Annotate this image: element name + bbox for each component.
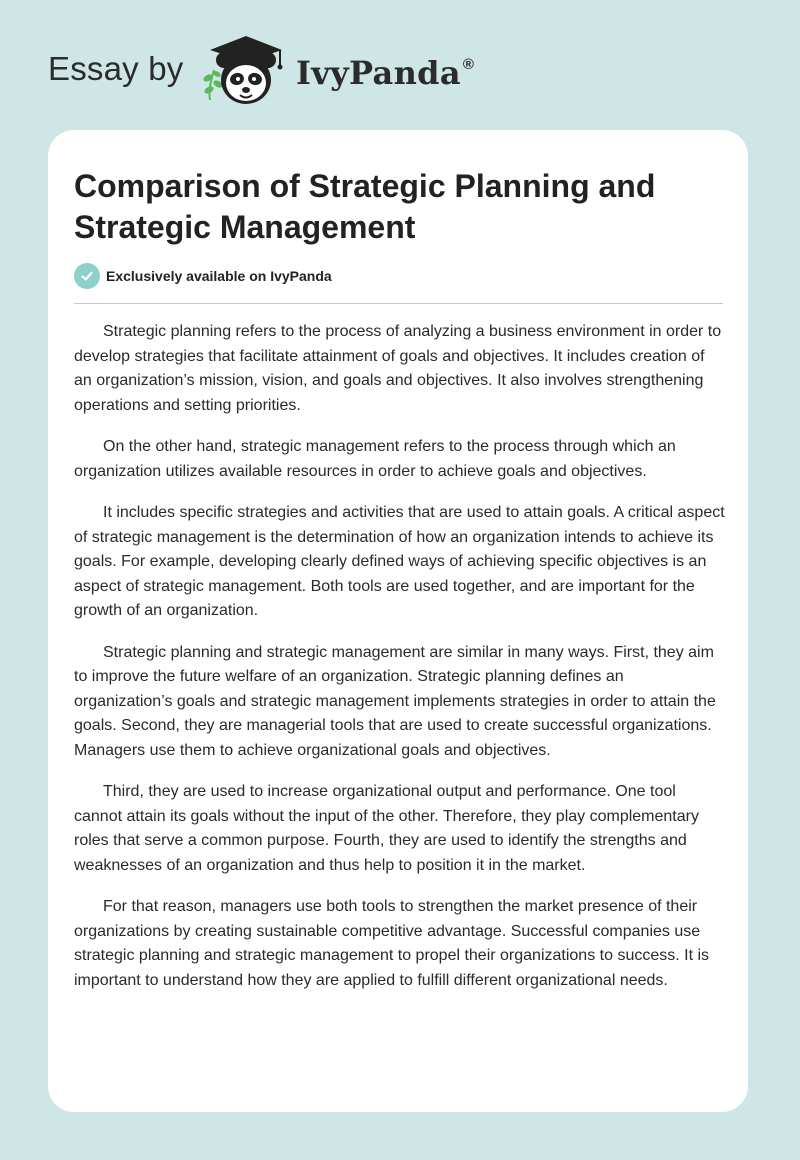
essay-body — [74, 320, 726, 1010]
paragraph: Strategic planning and strategic management are similar in many ways. First, they aim to improve the future welfare of an organization. Strategic planning defines an organization’s goals and strategic management implements strategies in order to attain the goals. Second, they are managerial tools that are used to create successful organizations. Managers use them to achieve organizational goals and objectives. — [74, 643, 716, 759]
essay-title: Comparison of Strategic Planning and Strategic Management — [74, 168, 656, 245]
paragraph: Strategic planning refers to the process of analyzing a business environment in order to develop strategies that facilitate attainment of goals and objectives. It includes creation of an organization’s mission, vision, and goals and objectives. It also involves strengthening operations and setting priorities. — [74, 323, 722, 414]
exclusive-badge-label: Exclusively available on IvyPanda — [106, 268, 332, 284]
panda-graduate-icon[interactable] — [200, 30, 290, 110]
essay-card — [48, 130, 748, 1112]
paragraph: It includes specific strategies and activities that are used to attain goals. A critical aspect of strategic management is the determination of how an organization intends to achieve its goals. For example, developing clearly defined ways of achieving specific objectives is an aspect of strategic management. Both tools are used together, and are important for the growth of an organization. — [74, 504, 725, 619]
title-divider — [74, 303, 723, 304]
site-header — [0, 0, 800, 130]
paragraph: Third, they are used to increase organizational output and performance. One tool cannot attain its goals without the input of the other. Therefore, they play complementary roles that serve a common purpose. Fourth, they are used to identify the strengths and weaknesses of an organization and thus help to position it in the market. — [74, 783, 699, 874]
paragraph: For that reason, managers use both tools to strengthen the market presence of their organizations by creating sustainable competitive advantage. Successful companies use strategic planning and strategic management to propel their organizations to success. It is important to understand how they are applied to fulfill different organizational needs. — [74, 898, 710, 989]
check-circle-icon — [74, 263, 100, 289]
paragraph: On the other hand, strategic management refers to the process through which an organization utilizes available resources in order to achieve goals and objectives. — [74, 438, 676, 480]
registered-mark: ® — [462, 56, 475, 73]
brand-name[interactable]: IvyPanda ® — [296, 54, 475, 92]
exclusive-badge — [74, 263, 332, 289]
essay-by-label: Essay by — [48, 50, 184, 87]
